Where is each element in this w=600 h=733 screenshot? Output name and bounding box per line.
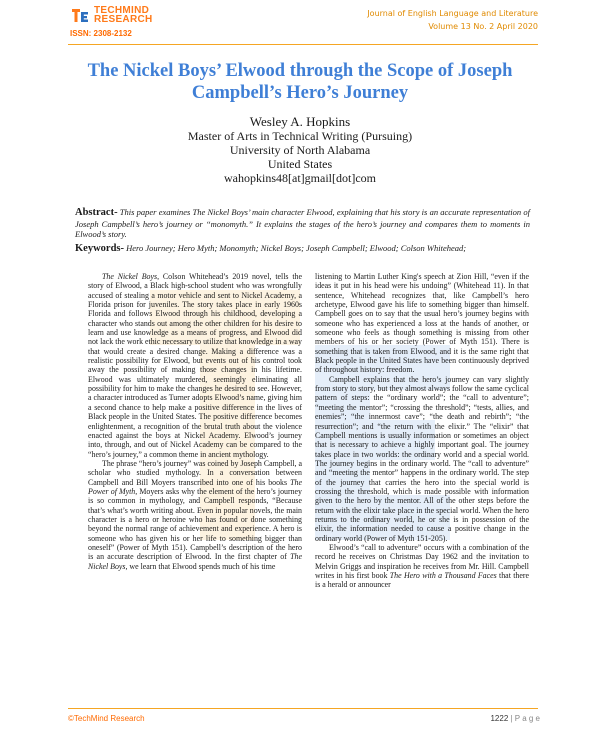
footer-page	[490, 714, 540, 723]
body-paragraph	[88, 272, 302, 459]
keywords-label: Keywords-	[75, 243, 124, 254]
keywords-text: Hero Journey; Hero Myth; Monomyth; Nickel Boys; Joseph Campbell; Elwood; Colson Whitehead;	[124, 243, 467, 253]
journal-name: Journal of English Language and Literature	[367, 9, 538, 18]
journal-volume: Volume 13 No. 2 April 2020	[428, 22, 538, 31]
paper-title: The Nickel Boys’ Elwood through the Scope of Joseph Campbell’s Hero’s Journey	[87, 61, 513, 103]
paragraph-text: Campbell explains that the hero’s journey can vary slightly from story to story, but they almost always follow the same cyclical pattern of steps: the “ordinary world”; the “call to adventure”; “meeting the mentor”; “crossing the threshold”; “tests, allies, and enemies”; “the innermost cave”; “the death and rebirth”; “the resurrection”; and “the return with the elixir.” The “elixir” that Campbell mentions is usually information or sometimes an object that is necessary to achieve a highly important goal. The journey takes place in two worlds: the ordinary world and a special world. The journey begins in the ordinary world. The “call to adventure” and “meeting the mentor” happens in the ordinary world. The step of the journey that carries the hero into the special world is crossing the threshold, which is made possible with information given to the hero by the mentor. All of the other steps before the return with the elixir take place in the special world. When the hero returns to the ordinary world, he or she is in possession of the elixir, the information needed to cause a positive change in the ordinary world (Power of Myth 151-205).	[315, 374, 529, 543]
paragraph-text: listening to Martin Luther King's speech at Zion Hill, “even if the ideas it put in his head were his undoing” (Whitehead 11). In that sentence, Whitehead recognizes that, like Campbell’s hero archetype, Elwood gave his life to something bigger than himself. Campbell goes on to say that the usual hero’s journey begins with someone who has experienced a loss at the hands of another, or someone who feels as though something is missing from other members of his or her society (Power of Myth 151). There is something that is taken from Elwood, and it is the same right that Black people in the United States have been continuously deprived of throughout history: freedom.	[315, 272, 529, 375]
author-university: University of North Alabama	[229, 143, 371, 157]
paragraph-text: , Moyers asks why the element of the hero’s journey is so common in mythology, and Campbell responds, “Because that’s what’s worth writing about. Even in popular novels, the main character is a hero or heroine who has found or done something beyond the normal range of achievement and experience. A hero is someone who has given his or her life to something bigger than oneself” (Power of Myth 151). Campbell’s description of the hero is an accurate description of Elwood. In the first chapter of	[88, 486, 302, 562]
abstract-text: This paper examines The Nickel Boys’ main character Elwood, explaining that his story is an accurate representation of Joseph Campbell’s hero’s journey or “monomyth.” It explains the stages of the hero’s journey and compares them to moments in Elwood’s story.	[75, 207, 530, 239]
book-title: The Hero with a Thousand Faces	[389, 571, 497, 580]
author-name: Wesley A. Hopkins	[249, 114, 351, 129]
journal-header	[367, 7, 538, 33]
body-paragraph	[315, 375, 529, 543]
logo-line-1: TECHMIND	[94, 5, 150, 16]
paragraph-text: The phrase “hero’s journey” was coined by Joseph Campbell, a scholar who studied mythology. In a conversation between Campbell and Bill Moyers transcribed into one of his books	[88, 458, 302, 487]
body-column-left	[88, 272, 302, 571]
abstract	[75, 207, 530, 240]
footer-copyright: ©TechMind Research	[68, 714, 145, 723]
paragraph-text: that there is a herald or announcer	[315, 571, 529, 590]
page-label: | P a g e	[508, 714, 540, 723]
header-rule	[68, 44, 538, 45]
keywords	[75, 243, 530, 254]
paragraph-text: Elwood’s “call to adventure” occurs with a combination of the record he receives on Christmas Day 1962 and the invitation to Melvin Griggs and inspiration he receives from Mr. Hill. Campbell writes in his first book	[315, 542, 529, 580]
page-number: 1222	[490, 714, 509, 723]
author-email: wahopkins48[at]gmail[dot]com	[224, 171, 376, 185]
author-country: United States	[267, 157, 333, 171]
author-block	[60, 115, 540, 185]
book-title: The Power of Myth	[88, 477, 302, 496]
body-paragraph	[315, 543, 529, 590]
paragraph-text: , Colson Whitehead’s 2019 novel, tells the story of Elwood, a Black high-school student who was wrongfully accused of stealing a motor vehicle and sent to Nickel Academy, a Florida prison for juveniles. The story takes place in early 1960s Florida and follows Elwood through his childhood, developing a character who stands out among the other children for his desire to learn and use knowledge as a means of progress, and Elwood did not lack the work ethic necessary to utilize that knowledge in a way that would create a desired change. Making a difference was a realistic possibility for Elwood, but events out of his control took away the possibility of making those changes in his lifetime. Elwood was ultimately murdered, seemingly eliminating all possibility for him to make the changes he desired to see. However, a character introduced as Turner adopts Elwood’s name, giving him a second chance to help make a positive difference in the lives of Black people in the United States. The positive difference becomes enlightenment, a recognition of the brutal truth about the violence enacted against the boys at Nickel Academy. Elwood’s journey into, through, and out of Nickel Academy can be compared to the “hero’s journey,” a common theme in ancient mythology.	[88, 272, 302, 459]
book-title: The Nickel Boys	[88, 552, 302, 571]
abstract-label: Abstract-	[75, 207, 118, 218]
body-column-right	[315, 272, 529, 590]
body-paragraph	[315, 272, 529, 375]
body-paragraph	[88, 459, 302, 571]
logo-wordmark	[94, 6, 153, 24]
footer-rule	[68, 708, 538, 709]
issn-number: ISSN: 2308-2132	[70, 29, 132, 38]
book-title: The Nickel Boys	[102, 272, 158, 281]
techmind-logo-icon	[70, 6, 90, 24]
author-degree: Master of Arts in Technical Writing (Pursuing)	[187, 129, 413, 143]
logo-line-2: RESEARCH	[94, 14, 153, 25]
paragraph-text: , we learn that Elwood spends much of his time	[125, 561, 276, 571]
